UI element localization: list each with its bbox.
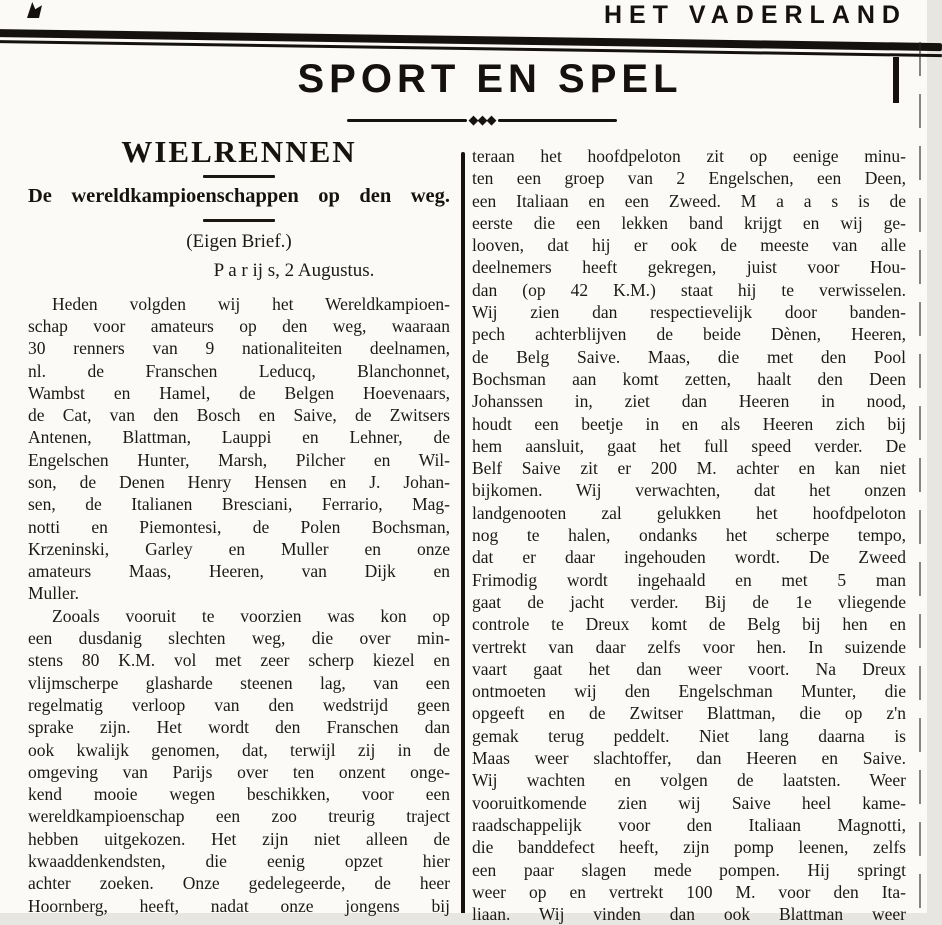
text-line: ontmoeten wij den Engelschman Munter, die — [472, 681, 906, 702]
text-line: vaart gaat het dan weer voort. Na Dreux — [472, 658, 906, 679]
ornament-rule-right — [498, 119, 618, 122]
text-line: raadschappelijk voor den Italiaan Magnotti, — [472, 814, 906, 835]
text-line: weer op en vertrekt 100 M. voor den Ita- — [472, 881, 906, 902]
article-dateline: P a r ij s, 2 Augustus. — [213, 259, 375, 281]
text-line: kend mooie wegen beschikken, voor een — [28, 784, 450, 805]
text-line: gaat de jacht verder. Bij de 1e vliegende — [472, 591, 906, 612]
article-category-title: WIELRENNEN — [121, 134, 357, 169]
article-subtitle: De wereldkampioenschappen op den weg. — [28, 185, 450, 207]
text-line: de Cat, van den Bosch en Saive, de Zwitsers — [28, 405, 450, 426]
section-title: SPORT EN SPEL — [297, 57, 683, 101]
text-line: achter zoeken. Onze gedelegeerde, de heer — [28, 873, 450, 894]
text-line: Maas weer slachtoffer, dan Heeren en Saive. — [472, 748, 906, 769]
text-line: looven, dat hij er ook de meeste van alle — [472, 235, 906, 256]
text-line: vertrekt van daar zelfs voor hen. In suizende — [472, 636, 906, 657]
text-line: Krzeninski, Garley en Muller en onze — [28, 538, 450, 559]
text-line: Wij wachten en volgen de laatsten. Weer — [472, 770, 906, 791]
text-line: sen, de Italianen Bresciani, Ferrario, Mag- — [28, 494, 450, 515]
text-line: notti en Piemontesi, de Polen Bochsman, — [28, 516, 450, 537]
text-line: Frimodig wordt ingehaald en met 5 man — [472, 569, 906, 590]
text-line: amateurs Maas, Heeren, van Dijk en — [28, 561, 450, 582]
text-line: son, de Denen Henry Hensen en J. Johan- — [28, 472, 450, 492]
text-line: Zooals vooruit te voorzien was kon op — [52, 605, 450, 626]
section-ornament — [347, 113, 617, 127]
text-line: een paar slagen mede pompen. Hij springt — [472, 859, 906, 880]
page-edge-rule — [919, 42, 921, 913]
text-line: regelmatig verloop van den wedstrijd geen — [28, 694, 450, 715]
text-line: omgeving van Parijs over ten onzent onge- — [28, 761, 450, 782]
article-body-right — [472, 145, 906, 925]
text-line: houdt een beetje in en als Heeren zich bij — [472, 413, 906, 434]
text-line: 30 renners van 9 nationaliteiten deelnamen, — [28, 338, 450, 359]
text-line: gemak terug peddelt. Niet lang daarna is — [472, 725, 906, 746]
text-line: de Belg Saive. Maas, die met den Pool — [472, 346, 906, 367]
text-line: dat er daar ingehouden wordt. De Zweed — [472, 547, 906, 568]
text-line: pech achterblijven de beide Dènen, Heeren, — [472, 324, 906, 345]
text-line: Hoornberg, heeft, nadat onze jongens bij — [28, 895, 450, 916]
ornament-rule-left — [347, 119, 467, 122]
page-edge-mark — [893, 57, 899, 103]
text-line: ook kwalijk genomen, dat, terwijl zij in de — [28, 739, 450, 760]
text-line: een dusdanig slechten weg, die over min- — [28, 628, 450, 649]
text-line: wereldkampioenschap een zoo treurig traject — [28, 806, 450, 827]
text-line: opgeeft en de Zwitser Blattman, die op z'n — [472, 703, 906, 724]
text-line: deelnemers heeft gekregen, juist voor Hou- — [472, 257, 906, 278]
subtitle-rule — [203, 219, 275, 222]
corner-mark-icon — [27, 2, 42, 18]
right-column — [472, 134, 906, 925]
text-line: landgenooten zal gelukken het hoofdpeloton — [472, 502, 906, 523]
text-line: hem aansluit, gaat het full speed verder. De — [472, 435, 906, 456]
text-line: een Italiaan en een Zweed. M a a s is de — [472, 190, 906, 211]
text-line: sprake zijn. Het wordt den Franschen dan — [28, 717, 450, 738]
text-line: eerste die een lekken band krijgt en wij ge- — [472, 212, 906, 233]
text-line: schap voor amateurs op den weg, waaraan — [28, 315, 450, 336]
text-line: die banddefect heeft, zijn pomp leenen, zelfs — [472, 837, 906, 858]
text-line: Wij zien dan respectievelijk door banden- — [472, 302, 906, 323]
article-body-left — [28, 293, 450, 917]
masthead-title: HET VADERLAND — [603, 1, 907, 29]
text-line: kwaaddenkendsten, die eenig opzet hier — [28, 851, 450, 872]
text-line: bijkomen. Wij verwachten, dat het onzen — [472, 480, 906, 501]
text-line: teraan het hoofdpeloton zit op eenige minu- — [472, 146, 906, 166]
text-line: Muller. — [28, 583, 80, 604]
text-line: Johanssen in, ziet dan Heeren in nood, — [472, 391, 906, 412]
text-line: Bochsman aan komt zetten, haalt den Deen — [472, 368, 906, 389]
left-column — [28, 134, 450, 917]
text-line: Wambst en Hamel, de Belgen Hoevenaars, — [28, 382, 450, 403]
text-line: vooruitkomende zien wij Saive heel kame- — [472, 792, 906, 813]
text-line: Belf Saive zit er 200 M. achter en kan niet — [472, 458, 906, 479]
diamond-ornament-icon: ◆◆◆ — [468, 111, 496, 127]
heading-rule — [203, 175, 275, 178]
text-line: liaan. Wij vinden dan ook Blattman weer — [472, 904, 906, 925]
column-divider-rule — [461, 152, 465, 913]
text-line: nog te halen, ondanks het scherpe tempo, — [472, 525, 906, 546]
text-line: nl. de Franschen Leducq, Blanchonnet, — [28, 360, 450, 381]
article-byline: (Eigen Brief.) — [186, 230, 292, 252]
text-line: vlijmscherpe glasharde steenen lag, van een — [28, 672, 450, 693]
text-line: controle te Dreux komt de Belg bij hen en — [472, 614, 906, 635]
text-line: hebben uitgekozen. Het zijn niet alleen de — [28, 828, 450, 849]
text-line: dan (op 42 K.M.) staat hij te verwisselen. — [472, 279, 906, 300]
masthead-rule — [0, 29, 942, 57]
text-line: stens 80 K.M. vol met zeer scherp kiezel en — [28, 650, 450, 671]
text-line: Engelschen Hunter, Marsh, Pilcher en Wil- — [28, 449, 450, 470]
text-line: ten een groep van 2 Engelschen, een Deen, — [472, 168, 906, 189]
text-line: Antenen, Blattman, Lauppi en Lehner, de — [28, 427, 450, 448]
text-line: Heden volgden wij het Wereldkampioen- — [52, 293, 450, 314]
